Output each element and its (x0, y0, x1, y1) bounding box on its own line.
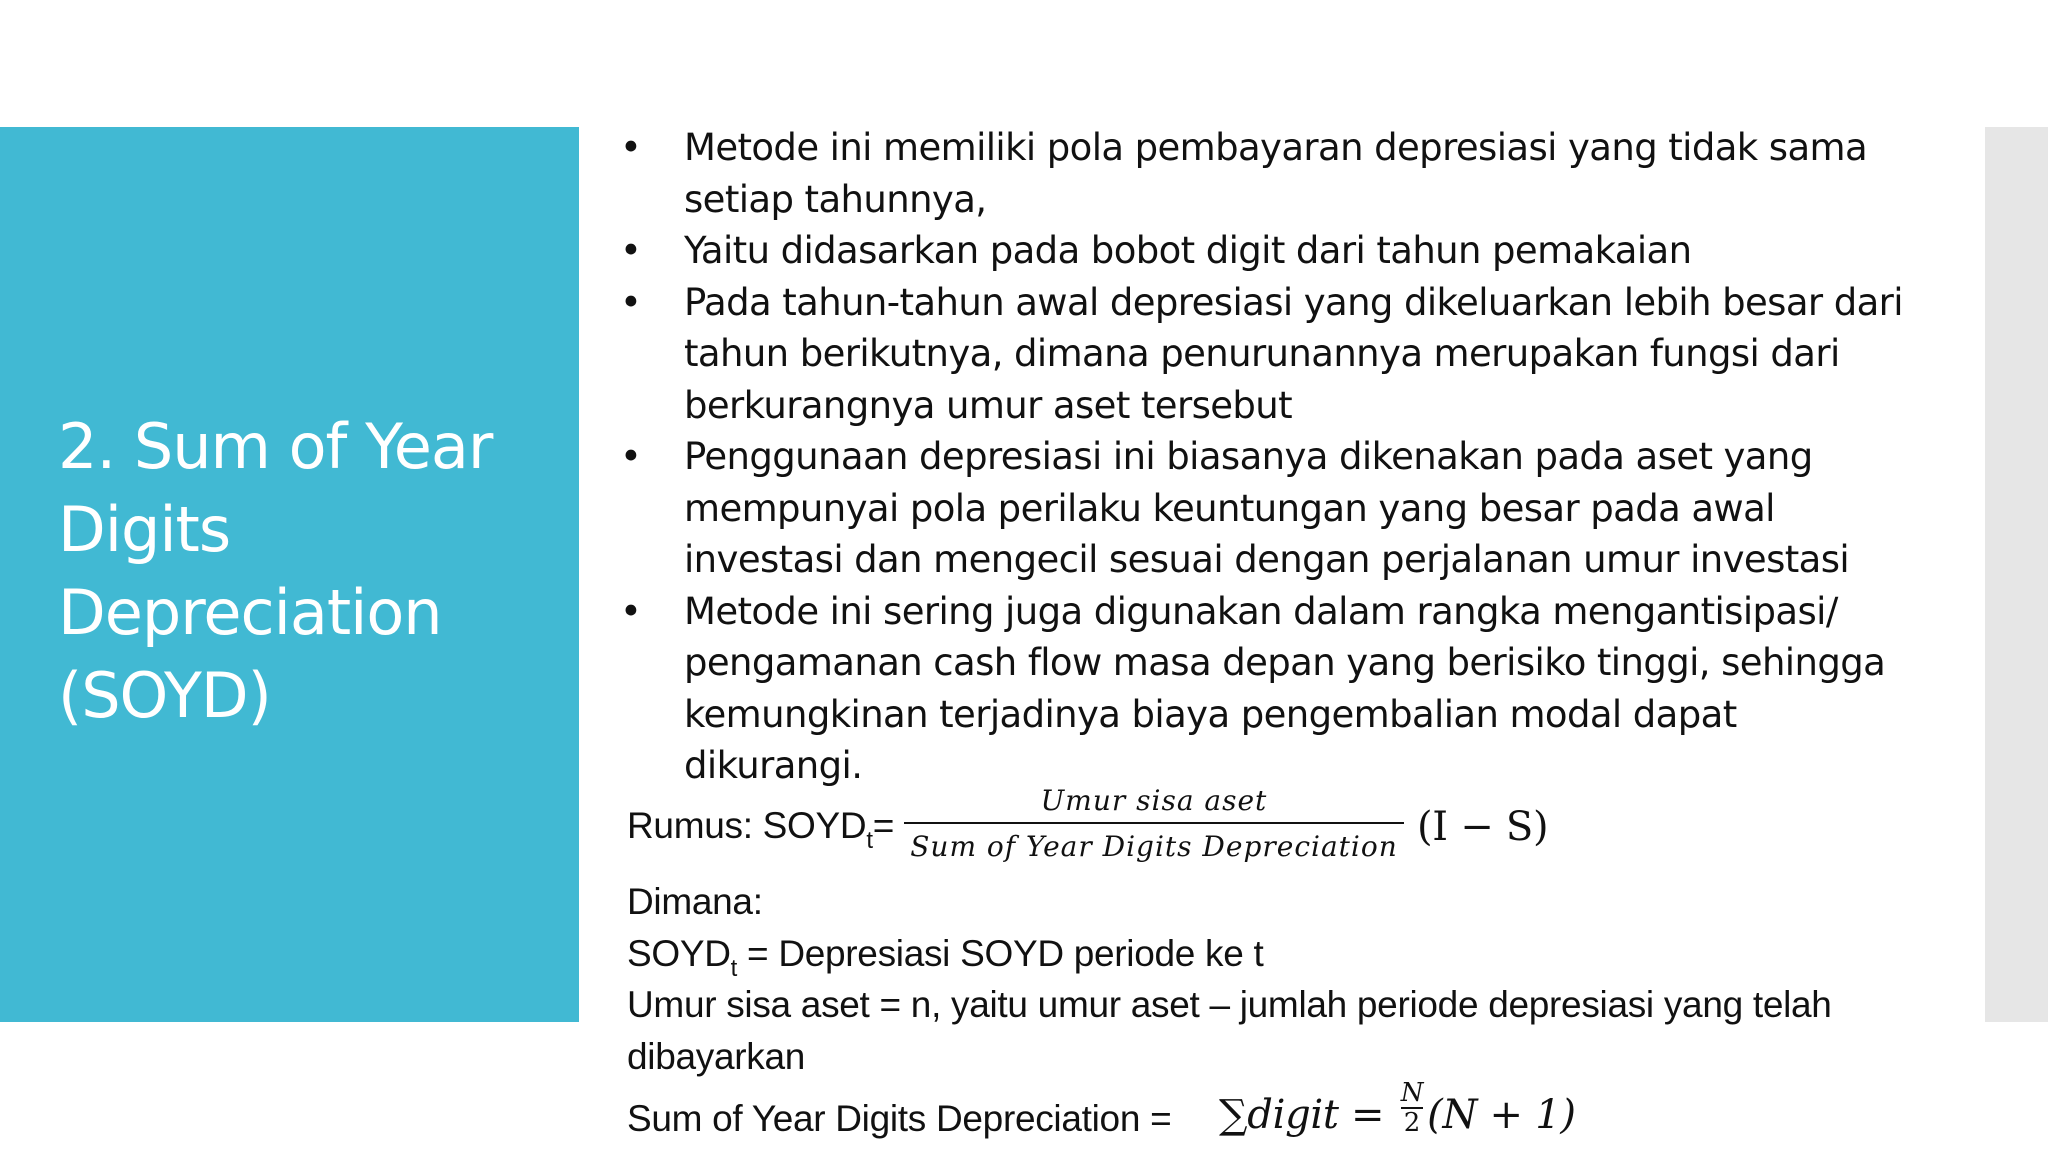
slide-title: 2. Sum of Year Digits Depreciation (SOYD) (58, 410, 493, 732)
formula-factor: (I − S) (1417, 804, 1549, 850)
bullet-item (620, 431, 1920, 586)
formula-numerator: Umur sisa aset (1040, 784, 1268, 817)
bullet-marker: • (620, 229, 642, 272)
formula-prefix: Rumus: SOYD (627, 805, 867, 846)
bullet-text: Yaitu didasarkan pada bobot digit dari tahun pemakaian (684, 229, 1692, 272)
bullet-marker: • (620, 126, 642, 169)
bullet-text: Pada tahun-tahun awal depresiasi yang dikeluarkan lebih besar dari tahun berikutnya, dimana penurunannya merupakan fungsi dari berkurangnya umur aset tersebut (684, 280, 1903, 427)
bullet-item (620, 122, 1920, 225)
bullet-text: Metode ini memiliki pola pembayaran depresiasi yang tidak sama setiap tahunnya, (684, 126, 1868, 221)
right-decorative-bar (1985, 127, 2048, 1022)
bullet-list (620, 122, 1920, 792)
bullet-text: Penggunaan depresiasi ini biasanya dikenakan pada aset yang mempunyai pola perilaku keuntungan yang besar pada awal investasi dan mengecil sesuai dengan perjalanan umur investasi (684, 435, 1850, 581)
bullet-marker: • (620, 589, 642, 633)
sum-factor: (N + 1) (1427, 1092, 1576, 1138)
bullet-item (620, 277, 1920, 432)
soyd-definition-subscript: t (730, 954, 738, 982)
bullet-marker: • (620, 435, 642, 478)
formula-denominator: Sum of Year Digits Depreciation (910, 830, 1398, 863)
sum-definition (627, 1078, 1967, 1152)
formula-label (627, 805, 895, 854)
soyd-formula (627, 780, 1967, 876)
formula-subscript: t (866, 827, 873, 854)
bullet-item (620, 586, 1920, 792)
formula-equals: = (872, 805, 895, 846)
soyd-definition (627, 928, 1967, 980)
sum-symbol: ∑ (1219, 1092, 1248, 1138)
fraction-bar (904, 822, 1404, 824)
bullet-item (620, 225, 1920, 277)
formula-block (627, 780, 1967, 1152)
sum-denominator: 2 (1403, 1108, 1421, 1138)
sum-definition-math (1219, 1078, 1576, 1138)
formula-fraction (904, 782, 1404, 866)
soyd-definition-text: = Depresiasi SOYD periode ke t (737, 932, 1264, 974)
umur-definition-line2: dibayarkan (627, 1035, 806, 1077)
sum-word: digit (1247, 1092, 1339, 1138)
bullet-marker: • (620, 280, 642, 324)
sum-fraction (1401, 1079, 1423, 1137)
sum-equals: = (1338, 1092, 1397, 1138)
sum-numerator: N (1400, 1078, 1424, 1108)
bullet-text: Metode ini sering juga digunakan dalam rangka mengantisipasi/ pengamanan cash flow masa depan yang berisiko tinggi, sehingga kemungkinan terjadinya biaya pengembalian modal dapat dikurangi. (684, 589, 1886, 787)
definitions-heading: Dimana: (627, 881, 763, 922)
sum-definition-label: Sum of Year Digits Depreciation = (627, 1098, 1172, 1139)
umur-definition-line1: Umur sisa aset = n, yaitu umur aset – jumlah periode depresiasi yang telah (627, 984, 1832, 1025)
soyd-definition-prefix: SOYD (627, 932, 731, 974)
